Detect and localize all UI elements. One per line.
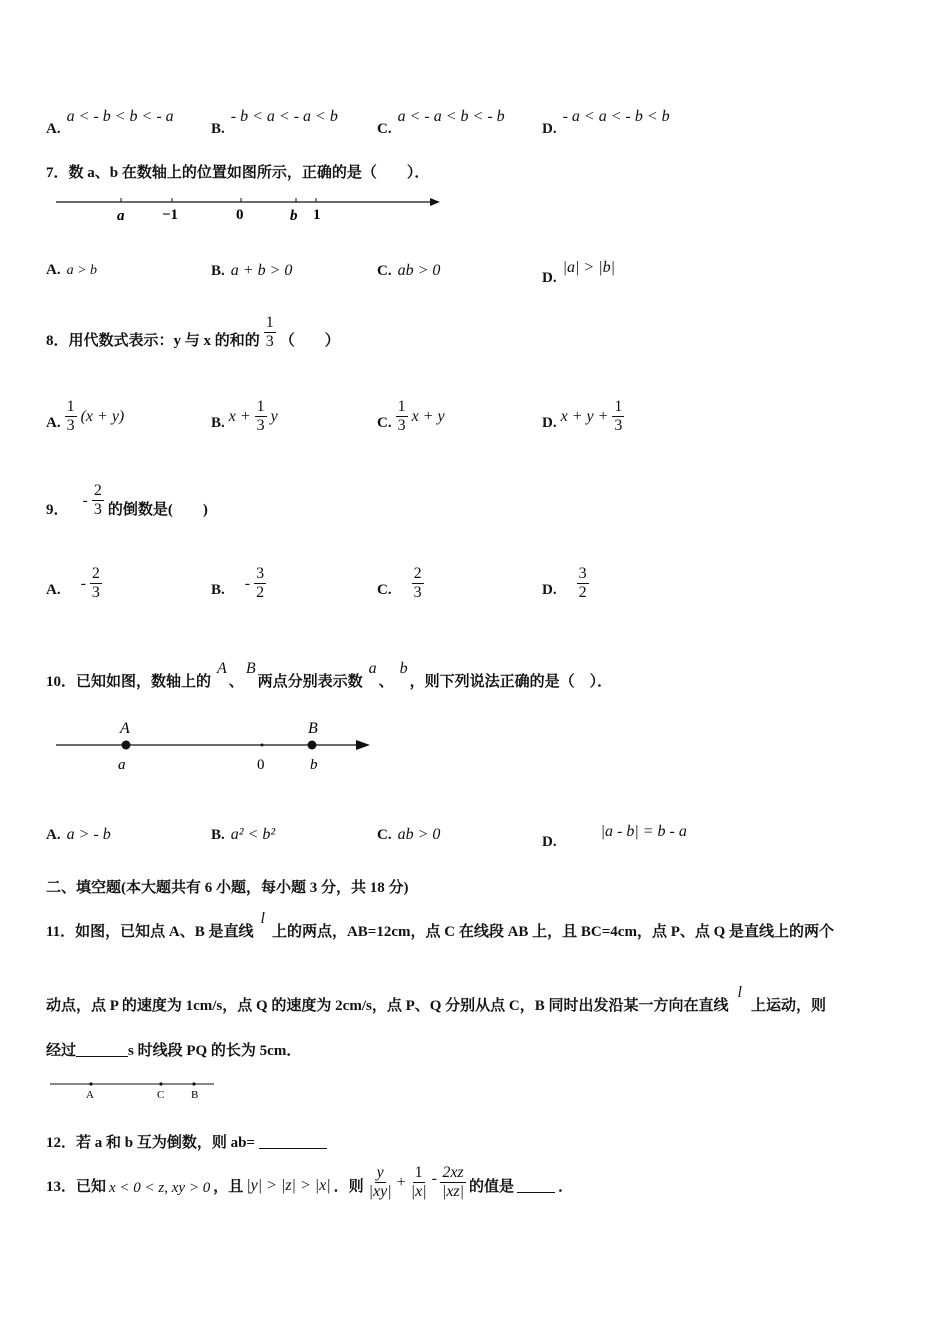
q11-text: 11．如图，已知点 A、B 是直线 xyxy=(46,924,254,940)
condition-2: |y| > |z| > |x| xyxy=(246,1176,331,1194)
point-A: A xyxy=(217,659,227,677)
q11-text: 上的两点，AB=12cm，点 C 在线段 AB 上，且 BC=4cm，点 P、点 Q 是直线上的两个 xyxy=(271,924,835,940)
term-1 xyxy=(367,1164,394,1202)
frac-numerator: 2 xyxy=(90,565,102,584)
q11-text: 上运动，则 xyxy=(750,998,826,1014)
option-label: C. xyxy=(377,262,392,279)
line-l: l xyxy=(260,909,265,927)
option-label: A. xyxy=(46,582,61,599)
var-b: b xyxy=(399,659,408,677)
q8-stem-text: 8．用代数式表示：y 与 x 的和的 xyxy=(46,333,260,350)
var-a: a xyxy=(368,659,377,677)
option-label: A. xyxy=(46,415,61,432)
option-label: D. xyxy=(542,121,557,137)
q10-stem-text: ，则下列说法正确的是（ ）． xyxy=(409,674,613,690)
axis-label-a: a xyxy=(118,757,126,773)
option-label: D. xyxy=(542,415,557,432)
option-fraction xyxy=(577,565,589,603)
separator: 、 xyxy=(378,674,394,690)
frac-denominator: |xz| xyxy=(441,1183,465,1201)
q8-stem xyxy=(46,314,340,352)
option-label: C. xyxy=(377,121,392,137)
option-label: B. xyxy=(211,262,225,279)
option-fraction xyxy=(412,565,424,603)
q10-stem xyxy=(46,650,612,691)
point-B-label: B xyxy=(191,1089,199,1101)
option-expr: a + b > 0 xyxy=(230,262,293,279)
q10-stem-text: 10．已知如图，数轴上的 xyxy=(46,674,212,690)
q9-number: 9． xyxy=(46,502,69,519)
q10-option-c[interactable] xyxy=(377,826,440,844)
frac-numerator: 2 xyxy=(412,565,424,584)
frac-denominator: 3 xyxy=(66,417,75,435)
q11-line3 xyxy=(46,1039,301,1060)
q7-option-b[interactable] xyxy=(211,262,292,280)
q10-option-d[interactable] xyxy=(542,818,687,851)
frac-numerator: 1 xyxy=(264,314,276,333)
option-expr: a > b xyxy=(66,262,98,278)
q7-number-line xyxy=(52,190,444,226)
point-C-label: C xyxy=(157,1089,165,1101)
q9-option-c[interactable] xyxy=(377,565,424,603)
option-label: C. xyxy=(377,582,392,599)
section-heading: 二、填空题(本大题共有 6 小题，每小题 3 分，共 18 分) xyxy=(46,880,409,896)
q11-line1 xyxy=(46,902,834,941)
option-label: C. xyxy=(377,826,392,843)
q9-option-a[interactable] xyxy=(46,565,102,603)
q10-option-a[interactable] xyxy=(46,826,111,844)
option-expr: a² < b² xyxy=(230,826,276,843)
option-label: A. xyxy=(46,262,61,278)
q12-text: 12．若 a 和 b 互为倒数，则 ab= xyxy=(46,1135,255,1151)
point-B: B xyxy=(245,659,256,677)
separator: 、 xyxy=(228,674,244,690)
option-label: B. xyxy=(211,415,225,432)
q13-text: 的值是 xyxy=(469,1179,515,1196)
q13-text: ，且 xyxy=(213,1179,244,1196)
option-expr: (x + y) xyxy=(80,407,125,425)
q13-text: 13．已知 xyxy=(46,1179,107,1196)
q7-option-c[interactable] xyxy=(377,262,440,280)
q8-option-b[interactable] xyxy=(211,398,278,436)
q6-option-c[interactable] xyxy=(377,103,505,138)
frac-numerator: 2xz xyxy=(440,1164,465,1183)
q11-segment-figure xyxy=(48,1074,218,1104)
option-fraction xyxy=(396,398,408,436)
axis-label-zero: 0 xyxy=(257,757,265,773)
q9-option-d[interactable] xyxy=(542,565,589,603)
q10-stem-text: 两点分别表示数 xyxy=(257,674,363,690)
option-label: D. xyxy=(542,582,557,599)
option-label: B. xyxy=(211,121,225,137)
option-expr: ab > 0 xyxy=(397,826,441,843)
option-fraction xyxy=(255,398,267,436)
option-label: D. xyxy=(542,270,557,286)
q13 xyxy=(46,1164,573,1202)
frac-denominator: 3 xyxy=(93,501,102,519)
axis-label-a: a xyxy=(117,208,125,224)
option-expr: - a < a < - b < b xyxy=(562,107,670,125)
operator-plus: + xyxy=(396,1173,406,1191)
option-expr: x + xyxy=(228,407,251,425)
q8-option-a[interactable] xyxy=(46,398,124,436)
q9-stem xyxy=(46,482,208,520)
condition-1: x < 0 < z, xy > 0 xyxy=(109,1180,211,1197)
q12 xyxy=(46,1131,327,1152)
frac-denominator: 3 xyxy=(397,417,406,435)
frac-denominator: 3 xyxy=(256,417,265,435)
axis-label-b: b xyxy=(310,757,318,773)
q8-option-d[interactable] xyxy=(542,398,624,436)
q6-option-d[interactable] xyxy=(542,103,670,138)
q9-option-b[interactable] xyxy=(211,565,266,603)
frac-numerator: 1 xyxy=(396,398,408,417)
axis-label-b: b xyxy=(290,208,298,224)
sign: - xyxy=(82,491,88,509)
option-expr: - b < a < - a < b xyxy=(230,107,338,125)
frac-denominator: |xy| xyxy=(368,1183,392,1201)
option-fraction xyxy=(254,565,266,603)
frac-numerator: 1 xyxy=(413,1164,425,1183)
line-l: l xyxy=(737,983,742,1001)
option-expr: a > - b xyxy=(66,826,111,843)
option-label: C. xyxy=(377,415,392,432)
point-A-label: A xyxy=(86,1089,94,1101)
q7-option-a[interactable] xyxy=(46,262,97,279)
option-expr: y xyxy=(270,407,278,425)
option-expr: x + y xyxy=(411,407,445,425)
frac-numerator: 3 xyxy=(577,565,589,584)
option-label: A. xyxy=(46,826,61,843)
q11-text: 经过 xyxy=(46,1043,77,1059)
option-fraction xyxy=(612,398,624,436)
frac-numerator: y xyxy=(375,1164,386,1183)
option-label: B. xyxy=(211,826,225,843)
frac-denominator: 2 xyxy=(578,584,587,602)
frac-numerator: 1 xyxy=(65,398,77,417)
axis-label-zero: 0 xyxy=(236,207,244,223)
option-expr: a < - b < b < - a xyxy=(66,107,174,125)
frac-denominator: |x| xyxy=(410,1183,427,1201)
option-label: B. xyxy=(211,582,225,599)
q9-fraction xyxy=(92,482,104,520)
axis-point-A: A xyxy=(120,720,130,737)
q9-stem-text: 的倒数是( ) xyxy=(107,502,208,519)
frac-numerator: 1 xyxy=(255,398,267,417)
q7-stem: 7．数 a、b 在数轴上的位置如图所示，正确的是（ ）． xyxy=(46,165,430,181)
option-label: A. xyxy=(46,121,61,137)
option-expr: |a| > |b| xyxy=(562,258,615,276)
q6-option-b[interactable] xyxy=(211,103,338,138)
q8-fraction xyxy=(264,314,276,352)
axis-label-one: 1 xyxy=(313,207,321,223)
q13-text: ． xyxy=(558,1179,574,1196)
answer-blank[interactable] xyxy=(76,1042,128,1057)
answer-paren: （ ） xyxy=(279,333,340,350)
q10-option-b[interactable] xyxy=(211,826,275,844)
q8-option-c[interactable] xyxy=(377,398,445,436)
answer-blank[interactable] xyxy=(259,1134,327,1149)
frac-denominator: 3 xyxy=(614,417,623,435)
term-3 xyxy=(440,1164,466,1202)
frac-denominator: 2 xyxy=(256,584,265,602)
option-expr: a < - a < b < - b xyxy=(397,107,505,125)
axis-point-B: B xyxy=(308,720,318,737)
q13-text: ．则 xyxy=(333,1179,364,1196)
sign: - xyxy=(244,574,251,592)
q11-line2 xyxy=(46,976,826,1015)
option-expr: x + y + xyxy=(560,407,609,425)
axis-label-minus-one: −1 xyxy=(162,207,179,223)
frac-numerator: 1 xyxy=(612,398,624,417)
option-fraction xyxy=(65,398,77,436)
frac-denominator: 3 xyxy=(265,333,274,351)
frac-numerator: 2 xyxy=(92,482,104,501)
option-expr: ab > 0 xyxy=(397,262,441,279)
sign: - xyxy=(80,574,86,592)
q10-number-line xyxy=(52,715,377,777)
option-expr: |a - b| = b - a xyxy=(600,822,687,840)
frac-denominator: 3 xyxy=(91,584,100,602)
q11-text: s 时线段 PQ 的长为 5cm． xyxy=(128,1043,302,1059)
operator-minus: - xyxy=(431,1169,437,1187)
frac-numerator: 3 xyxy=(254,565,266,584)
option-label: D. xyxy=(542,834,557,850)
q11-text: 动点，点 P 的速度为 1cm/s，点 Q 的速度为 2cm/s，点 P、Q 分别从点 C，B 同时出发沿某一方向在直线 xyxy=(46,998,729,1014)
q7-option-d[interactable] xyxy=(542,256,615,287)
term-2 xyxy=(409,1164,429,1202)
option-fraction xyxy=(90,565,102,603)
frac-denominator: 3 xyxy=(413,584,422,602)
q6-option-a[interactable] xyxy=(46,103,174,138)
answer-blank[interactable] xyxy=(517,1178,555,1193)
